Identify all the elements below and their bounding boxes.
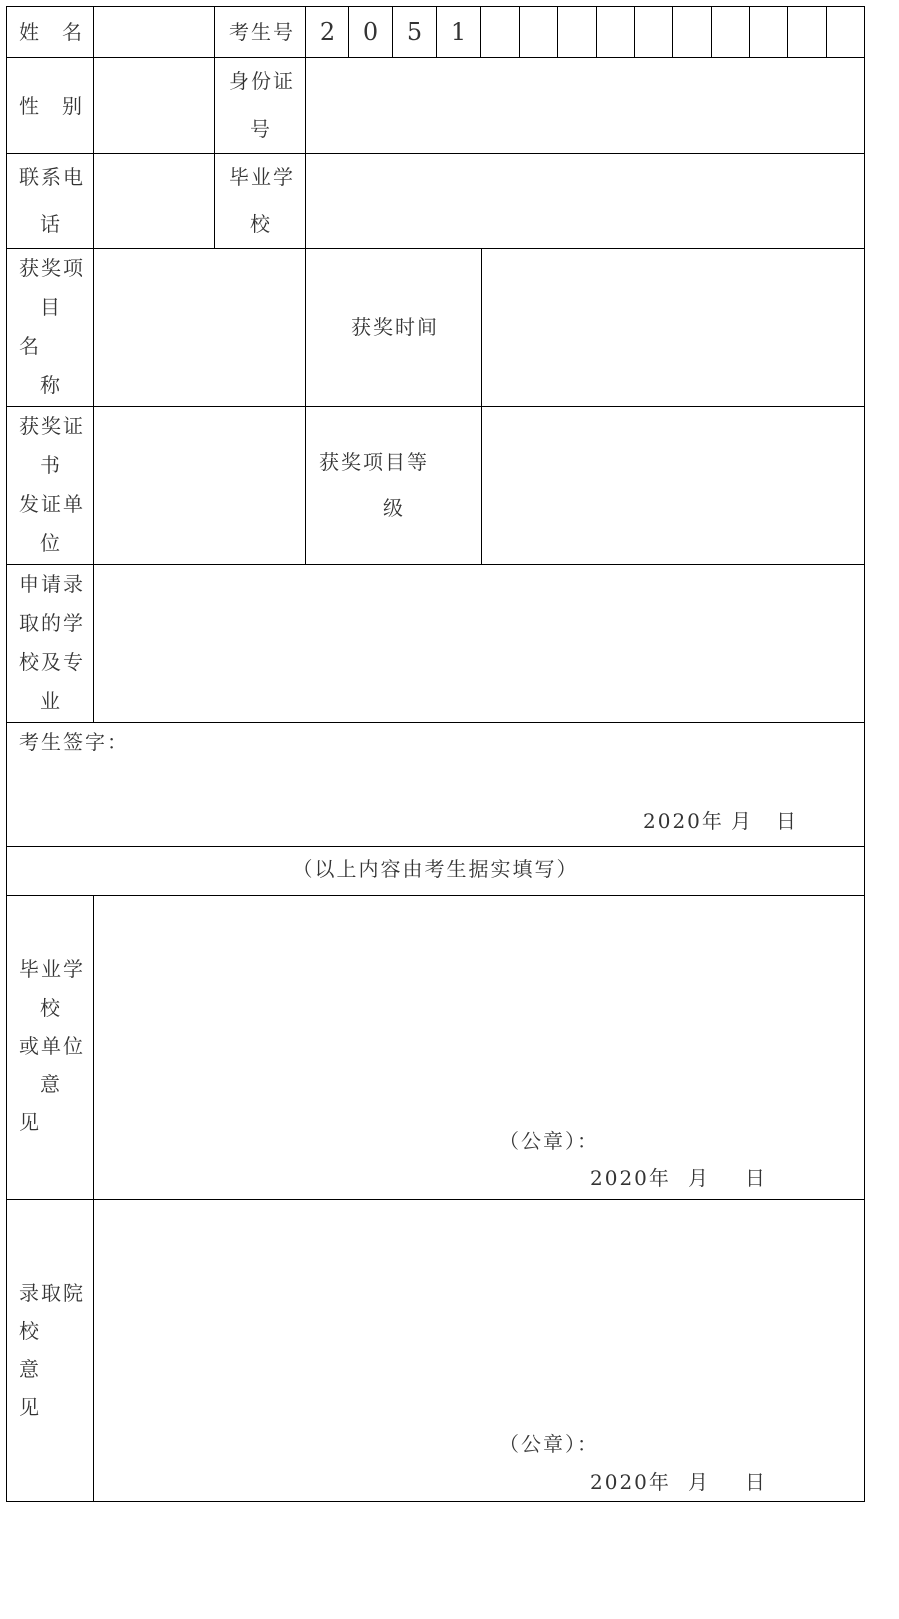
award-name-label: 获奖项 [19,256,85,280]
row-divider [6,153,865,154]
digit-divider [557,6,558,57]
column-divider [481,248,482,564]
row-divider [6,722,865,723]
digit-divider [480,6,481,57]
column-divider [93,895,94,1502]
apply-school-major-label: 业 [40,689,62,713]
truthful-fill-note: （以上内容由考生据实填写） [292,857,579,881]
admission-opinion-date-month: 月 [688,1470,710,1494]
row-divider [6,846,865,847]
school-opinion-label: 毕业学 [19,957,85,981]
apply-school-major-label: 取的学 [19,611,85,635]
admission-opinion-label: 校 [19,1319,41,1343]
apply-school-major-label: 申请录 [19,572,85,596]
certificate-issuer-label: 书 [40,453,62,477]
official-seal-label: （公章）： [499,1432,599,1456]
admission-opinion-date-day: 日 [745,1470,767,1494]
exam-number-digit: 2 [319,18,336,46]
name-label-part1: 姓 [19,20,41,44]
digit-divider [596,6,597,57]
school-opinion-date-day: 日 [745,1166,767,1190]
signature-date-month: 月 [731,809,753,833]
row-divider [6,248,865,249]
digit-divider [787,6,788,57]
award-time-label: 获奖时间 [351,315,439,339]
exam-number-digit: 5 [406,18,423,46]
digit-divider [826,6,827,57]
school-opinion-label: 见 [19,1110,41,1134]
column-divider [305,248,306,564]
award-name-label: 目 [40,295,62,319]
certificate-issuer-label: 发证单 [19,492,85,516]
table-border-right [864,6,865,1502]
school-opinion-label: 意 [40,1072,62,1096]
exam-number-label: 考生号 [229,20,295,44]
official-seal-label: （公章）： [499,1129,599,1153]
school-opinion-label: 或单位 [19,1034,85,1058]
certificate-issuer-label: 位 [40,531,62,555]
table-border-bottom [6,1501,865,1502]
gender-label-part2: 别 [62,94,84,118]
graduate-school-label: 毕业学 [229,165,295,189]
digit-divider [634,6,635,57]
digit-divider [711,6,712,57]
award-name-label: 名 [19,334,41,358]
school-opinion-date-year: 2020年 [590,1166,671,1190]
name-label-part2: 名 [62,20,84,44]
row-divider [6,406,865,407]
certificate-issuer-label: 获奖证 [19,414,85,438]
exam-number-digit: 0 [362,18,379,46]
admission-opinion-label: 录取院 [19,1281,85,1305]
row-divider [6,57,865,58]
phone-label: 联系电 [19,165,85,189]
exam-number-digit: 1 [450,18,467,46]
row-divider [6,895,865,896]
school-opinion-date-month: 月 [688,1166,710,1190]
digit-divider [672,6,673,57]
row-divider [6,1199,865,1200]
candidate-signature-label: 考生签字： [19,730,129,754]
award-level-label: 获奖项目等 [319,450,429,474]
admission-opinion-date-year: 2020年 [590,1470,671,1494]
column-divider [93,6,94,722]
school-opinion-label: 校 [40,996,62,1020]
digit-divider [749,6,750,57]
apply-school-major-label: 校及专 [19,650,85,674]
graduate-school-label: 校 [250,212,272,236]
award-level-label: 级 [383,496,405,520]
digit-divider [519,6,520,57]
signature-date-year: 2020年 [643,809,724,833]
signature-date-day: 日 [776,809,798,833]
admission-opinion-label: 意 [19,1357,41,1381]
admission-opinion-label: 见 [19,1395,41,1419]
gender-label-part1: 性 [19,94,41,118]
award-name-label: 称 [40,373,62,397]
row-divider [6,564,865,565]
table-border-left [6,6,7,1502]
column-divider [214,6,215,248]
id-number-label: 号 [250,117,272,141]
id-number-label: 身份证 [229,69,295,93]
phone-label: 话 [40,212,62,236]
application-form-table [6,6,866,1554]
